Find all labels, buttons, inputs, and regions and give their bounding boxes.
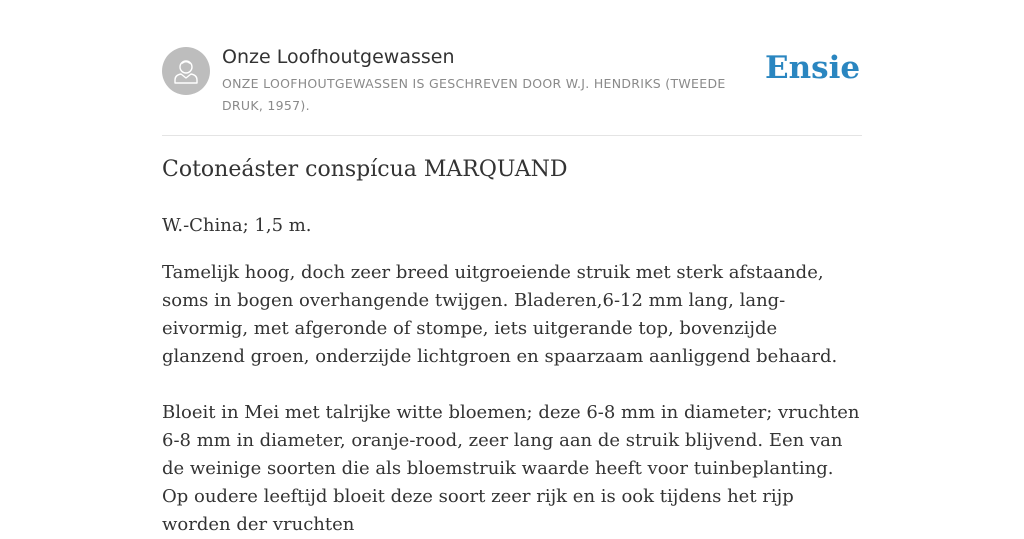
source-description: ONZE LOOFHOUTGEWASSEN IS GESCHREVEN DOOR W.J. HENDRIKS (TWEEDE DRUK, 1957). (222, 76, 726, 113)
avatar[interactable] (162, 47, 210, 95)
source-header (162, 0, 862, 136)
content-column (162, 0, 862, 535)
entry-origin: W.-China; 1,5 m. (162, 215, 312, 236)
source-title[interactable]: Onze Loofhoutgewassen (222, 46, 455, 68)
entry-paragraph: Bloeit in Mei met talrijke witte bloemen; deze 6-8 mm in diameter; vruchten 6-8 mm in diameter, oranje-rood, zeer lang aan de struik blijvend. Een van de weinige soorten die als bloemstruik waarde heeft voor tuinbeplanting. Op oudere leeftijd bloeit deze soort zeer rijk en is ook tijdens het rijp worden der vruchten (162, 402, 860, 535)
entry-title: Cotoneáster conspícua MARQUAND (162, 157, 568, 182)
brand-logo[interactable]: Ensie (765, 50, 861, 86)
user-icon (162, 47, 210, 95)
entry-paragraph: Tamelijk hoog, doch zeer breed uitgroeiende struik met sterk afstaande, soms in bogen overhangende twijgen. Bladeren,6-12 mm lang, lang-eivormig, met afgeronde of stompe, iets uitgerande top, bovenzijde glanzend groen, onderzijde lichtgroen en spaarzaam aanliggend behaard. (162, 262, 838, 367)
